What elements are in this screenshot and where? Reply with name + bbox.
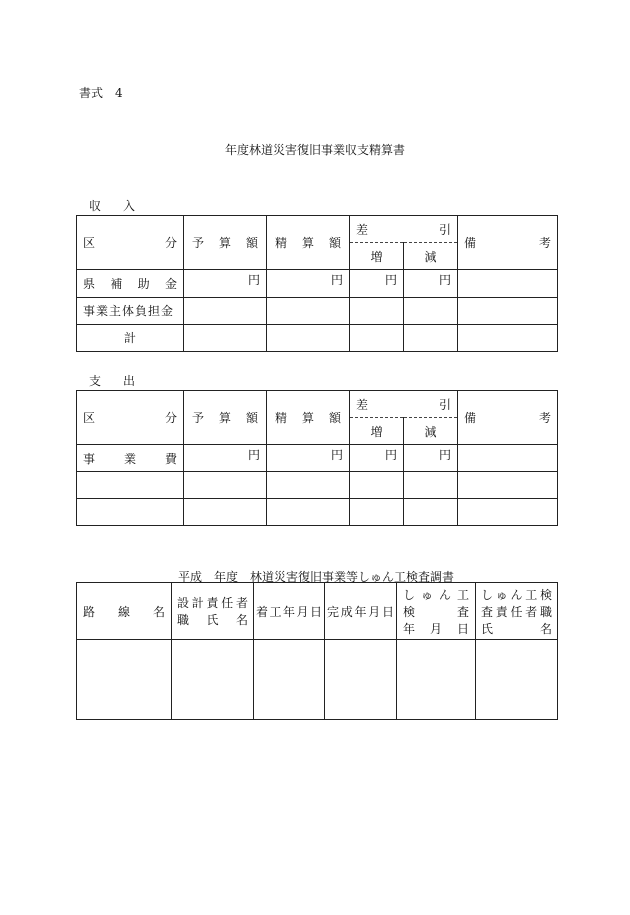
row-label	[77, 472, 184, 499]
header-settlement: 精 算 額	[267, 391, 350, 445]
expense-table	[76, 390, 558, 526]
inspector-cell	[476, 640, 558, 720]
increase-cell: 円	[350, 270, 404, 297]
header-increase: 増	[350, 243, 404, 270]
route-name-cell	[77, 640, 172, 720]
remarks-cell	[458, 297, 558, 324]
form-label: 書式 4	[79, 86, 123, 100]
inspection-title: 平成 年度 林道災害復旧事業等しゅん工検査調書	[178, 570, 455, 584]
remarks-cell	[458, 270, 558, 297]
budget-cell	[184, 297, 267, 324]
header-inspector: し ゅ ん 工 検 査 責 任 者 職 氏 名	[476, 583, 558, 640]
header-budget: 予 算 額	[184, 391, 267, 445]
header-designer: 設 計 責 任 者 職 氏 名	[172, 583, 254, 640]
increase-cell: 円	[350, 445, 404, 472]
settlement-cell	[267, 324, 350, 351]
header-decrease: 減	[404, 418, 458, 445]
budget-cell: 円	[184, 270, 267, 297]
budget-cell	[184, 324, 267, 351]
settlement-cell	[267, 297, 350, 324]
row-label: 事 業 費	[77, 445, 184, 472]
budget-cell	[184, 499, 267, 526]
header-inspection-date: し ゅ ん 工 検 査 年 月 日	[397, 583, 476, 640]
inspection-date-cell	[397, 640, 476, 720]
table-row	[77, 499, 558, 526]
table-row	[77, 297, 558, 324]
header-start-date: 着 工 年 月 日	[254, 583, 325, 640]
income-section-title: 収 入	[89, 199, 135, 213]
row-label: 事業主体負担金	[77, 297, 184, 324]
remarks-cell	[458, 472, 558, 499]
inspection-table	[76, 582, 558, 720]
header-increase: 増	[350, 418, 404, 445]
table-row	[77, 472, 558, 499]
expense-section-title: 支 出	[89, 374, 135, 388]
settlement-cell: 円	[267, 270, 350, 297]
document-title: 年度林道災害復旧事業収支精算書	[224, 143, 405, 157]
increase-cell	[350, 499, 404, 526]
header-difference: 差 引	[350, 216, 458, 243]
table-row	[77, 324, 558, 351]
decrease-cell	[404, 297, 458, 324]
header-difference: 差 引	[350, 391, 458, 418]
header-completion-date: 完 成 年 月 日	[325, 583, 397, 640]
row-label	[77, 499, 184, 526]
income-table	[76, 215, 558, 352]
start-date-cell	[254, 640, 325, 720]
remarks-cell	[458, 499, 558, 526]
header-category: 区 分	[77, 391, 184, 445]
remarks-cell	[458, 324, 558, 351]
remarks-cell	[458, 445, 558, 472]
decrease-cell	[404, 499, 458, 526]
header-decrease: 減	[404, 243, 458, 270]
settlement-cell	[267, 499, 350, 526]
header-budget: 予 算 額	[184, 216, 267, 270]
increase-cell	[350, 297, 404, 324]
decrease-cell	[404, 472, 458, 499]
table-row	[77, 640, 558, 720]
table-row	[77, 270, 558, 297]
header-category: 区 分	[77, 216, 184, 270]
designer-cell	[172, 640, 254, 720]
row-label-total: 計	[77, 324, 184, 351]
header-remarks: 備 考	[458, 391, 558, 445]
header-settlement: 精 算 額	[267, 216, 350, 270]
table-row	[77, 445, 558, 472]
completion-date-cell	[325, 640, 397, 720]
decrease-cell	[404, 324, 458, 351]
header-route-name: 路 線 名	[77, 583, 172, 640]
decrease-cell: 円	[404, 270, 458, 297]
budget-cell	[184, 472, 267, 499]
header-remarks: 備 考	[458, 216, 558, 270]
increase-cell	[350, 472, 404, 499]
settlement-cell	[267, 472, 350, 499]
settlement-cell: 円	[267, 445, 350, 472]
budget-cell: 円	[184, 445, 267, 472]
decrease-cell: 円	[404, 445, 458, 472]
increase-cell	[350, 324, 404, 351]
row-label: 県 補 助 金	[77, 270, 184, 297]
